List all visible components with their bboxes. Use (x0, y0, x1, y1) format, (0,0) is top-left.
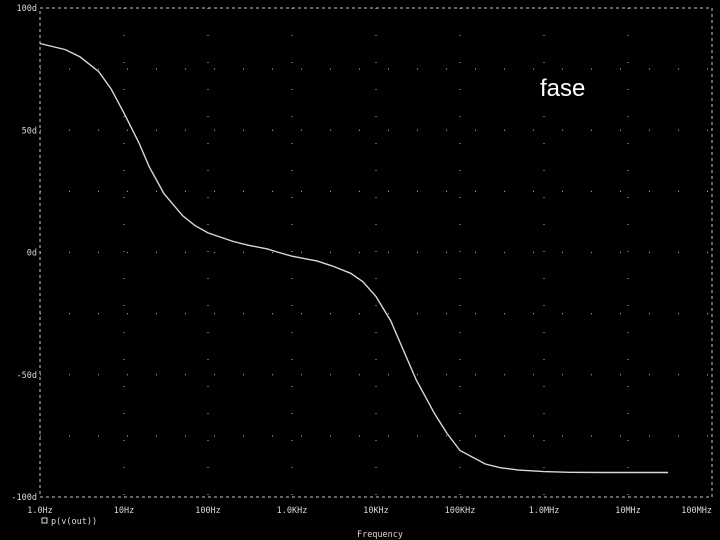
x-tick-label: 1.0KHz (276, 506, 308, 516)
x-tick-label: 100KHz (444, 506, 476, 516)
x-tick-label: 100Hz (195, 506, 221, 516)
x-tick-label: 10Hz (113, 506, 135, 516)
x-tick-label: 10MHz (615, 506, 641, 516)
y-tick-label: 50d (21, 126, 37, 137)
grid-dots (40, 8, 712, 497)
plot-frame (40, 8, 712, 497)
x-tick-label: 100MHz (681, 506, 712, 516)
legend-marker-icon (42, 518, 47, 523)
x-tick-label: 10KHz (363, 506, 389, 516)
y-tick-label: -100d (11, 493, 37, 503)
y-tick-label: -50d (16, 370, 37, 381)
y-tick-label: 0d (26, 248, 37, 259)
x-tick-label: 1.0MHz (528, 506, 560, 516)
phase-annotation: fase (540, 75, 586, 102)
phase-trace (40, 44, 668, 473)
x-axis-title: Frequency (356, 530, 404, 540)
y-tick-label: 100d (16, 4, 37, 14)
legend (42, 517, 97, 527)
x-tick-label: 1.0Hz (27, 506, 53, 516)
legend-label: p(v(out)) (51, 517, 98, 527)
